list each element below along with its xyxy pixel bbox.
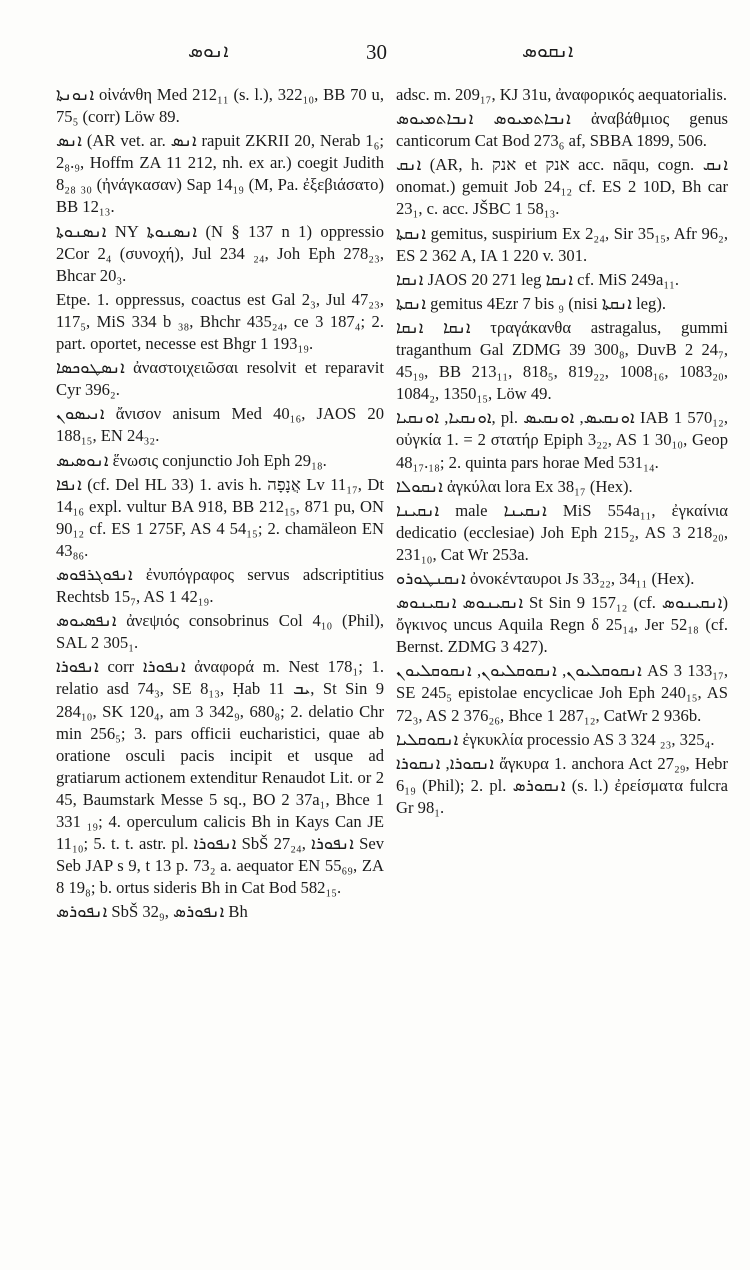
page-number: 30 (366, 40, 387, 64)
dictionary-entry: ܐܢܦܣܝܘܣ ἀνεψιός consobrinus Col 4₁₀ (Phil), SAL 2 305₁. (56, 611, 384, 653)
dictionary-entry: ܐܢܒܐܬܡܝܘܣ ܐܢܒܐܬܡܝܘܣ ἀναβάθμιος genus canticorum Cat Bod 273₆ af, SBBA 1899, 506. (396, 109, 728, 151)
dictionary-entry: adsc. m. 209₁₇, KJ 31u, ἀναφορικός aequatorialis. (396, 85, 727, 104)
dictionary-entry: ܐܢܩܘܠܐ ἀγκύλαι lora Ex 38₁₇ (Hex). (396, 476, 633, 496)
running-head-left: ܐܢܘܣ (188, 41, 229, 62)
dictionary-entry: ܐܢܘܢܬܐ οἰνάνθη Med 212₁₁ (s. l.), 322₁₀, BB 70 u, 75₅ (corr) Löw 89. (56, 85, 384, 127)
dictionary-entry: ܐܢܩܘܩܠܝܘܢ, ܐܢܩܘܩܠܝܘܢ, ܐܢܩܘܩܠܝܘܢ AS 3 133₁₇, SE 245₅ epistolae encyclicae Joh Eph 240₁₅, AS 72₃, AS 2 376₂₆, Bhce 1 287₁₂, CatWr 2 936b. (396, 661, 728, 725)
dictionary-entry: ܐܢܦܘܪܐ corr ܐܢܦܘܪܐ ἀναφορά m. Nest 178₁; 1. relatio asd 74₃, SE 8₁₃, Ḥab ܝܒ 11, St Sin 9 284₁₀, SK 120₄, am 3 342₉, 680₈; 2. delatio Chr min 256₅; 3. pars officii eucharistici, quae ab oratione osculi pacis incipit et usque ad gratiarum actionem extenditur Renaudot Lit. or 2 45, Baumstark Messe 5 sq., BO 2 37a₁, Bhce 1 331 ₁₉; 4. operculum calicis Bh in Kays Can JE 11₁₀; 5. t. t. astr. pl. ܐܢܦܘܪܐ SbŠ 27₂₄, ܐܢܦܘܪܐ Sev Seb JAP s 9, t 13 p. 73₂ a. aequator EN 55₆₉, ZA 8 19₈; b. ortus sideris Bh in Cat Bod 582₁₅. (56, 657, 385, 898)
dictionary-entry: ܐܢܩܐ ܐܢܩܐ τραγάκανθα astragalus, gummi traganthum Gal ZDMG 39 300₈, DuvB 2 24₇, 45₁₉, BB 213₁₁, 818₅, 819₂₂, 1008₁₆, 1083₂₀, 1084₂, 1350₁₅, Löw 49. (396, 317, 728, 404)
dictionary-entry: ܐܢܝܣܘܢ ἄνισον anisum Med 40₁₆, JAOS 20 188₁₅, EN 24₃₂. (56, 404, 384, 446)
running-head-right: ܐܢܩܘܣ (522, 41, 574, 62)
dictionary-entry: ܐܢܩ (AR, h. אנק et אנק acc. nāqu, cogn. ܐܢܩ onomat.) gemuit Job 24₁₂ cf. ES 2 10D, Bh car 23₁, c. acc. JŠBC 1 58₁₃. (396, 155, 728, 219)
dictionary-entry: Etpe. 1. oppressus, coactus est Gal 2₃, Jul 47₂₃, 117₅, MiS 334 b ₃₈, Bhchr 435₂₄, ce 3 187₄; 2. part. oportet, necesse est Bhgr 1 193₁₉. (56, 289, 384, 354)
dictionary-entry: ܐܢܦܘܓܪܦܘܣ ἐνυπόγραφος servus adscriptitius Rechtsb 15₇, AS 1 42₁₉. (56, 564, 384, 607)
dictionary-entry: ܐܢܩܘܪܐ, ܐܢܩܘܪܐ ἄγκυρα 1. anchora Act 27₂₉, Hebr 6₁₉ (Phil); 2. pl. ܐܢܩܘܪܣ (s. l.) ἐρείσματα fulcra Gr 98₁. (396, 753, 729, 817)
left-column (56, 84, 384, 925)
dictionary-entry: ܐܢܦܐ (cf. Del HL 33) 1. avis h. אֲנָפָה Lv 11₁₇, Dt 14₁₆ expl. vultur BA 918, BB 212₁₅, 871 pu, ON 90₁₂ cf. ES 1 275F, AS 4 54₁₅; 2. chamäleon EN 43₈₆. (56, 474, 384, 560)
dictionary-entry: ܐܢܩܐ JAOS 20 271 leg ܐܢܩܐ cf. MiS 249a₁₁. (396, 269, 680, 289)
dictionary-entry: ܐܢܦܘܪܣ SbŠ 32₉, ܐܢܦܘܪܣ Bh (56, 902, 248, 922)
dictionary-entry: ܐܢܘܣܝܣ ἕνωσις conjunctio Joh Eph 29₁₈. (56, 450, 327, 470)
dictionary-entry: ܐܢܩܬܐ gemitus, suspirium Ex 2₂₄, Sir 35₁₅, Afr 96₂, ES 2 362 A, IA 1 220 v. 301. (396, 223, 728, 265)
dictionary-entry: ܐܢܩܬܐ gemitus 4Ezr 7 bis ₉ (nisi ܐܢܩܬܐ leg). (396, 293, 667, 313)
dictionary-entry: ܐܢܩܝܢܐ male ܐܢܩܝܢܐ MiS 554a₁₁, ἐγκαίνια dedicatio (ecclesiae) Joh Eph 215₂, AS 3 218₂₀, 231₁₀, Cat Wr 253a. (396, 500, 728, 564)
dictionary-entry: ܐܢܩܝܢܘܣ ܐܢܩܝܢܘܣ St Sin 9 157₁₂ (cf. ܐܢܩܝܢܘܣ) ὄγκινος uncus Aquila Regn δ 25₁₄, Jer 52₁₈ (cf. Bernst. ZDMG 3 427). (396, 593, 728, 657)
dictionary-entry: ܐܢܩܘܩܠܝܐ ἐγκυκλία processio AS 3 324 ₂₃, 325₄. (396, 729, 715, 749)
dictionary-entry: ܐܢܣܢܘܬܐ NY ܐܢܣܢܘܬܐ (N § 137 n 1) oppressio 2Cor 2₄ (συνοχή), Jul 234 ₂₄, Joh Eph 278₂₃, Bhcar 20₃. (56, 221, 384, 285)
dictionary-entry: ܐܢܩܢܛܘܪܘ ὀνοκένταυροι Js 33₂₂, 34₁₁ (Hex). (396, 568, 695, 588)
dictionary-entry: ܐܢܣ (AR vet. ar. ܐܢܣ rapuit ZKRII 20, Nerab 1₆; 2₈.₉, Hoffm ZA 11 212, nh. ex ar.) coegit Judith 8₂₈ ₃₀ (ἠνάγκασαν) Sap 14₁₉ (M, Pa. ἐξεβιάσατο) BB 12₁₃. (56, 131, 384, 217)
dictionary-entry: ܐܢܣܛܘܟܣܐ ἀναστοιχειῶσαι resolvit et reparavit Cyr 396₂. (56, 358, 384, 400)
dictionary-entry: ܐܘܢܩܝܐ, ܐܘܢܩܝܐ, pl. ܐܘܢܩܝܣ, ܐܘܢܩܝܣ IAB 1 570₁₂, οὐγκία 1. = 2 στατήρ Epiph 3₂₂, AS 1 30₁₀, Geop 48₁₇.₁₈; 2. quinta pars horae Med 531₁₄. (396, 408, 728, 472)
right-column (396, 84, 728, 821)
